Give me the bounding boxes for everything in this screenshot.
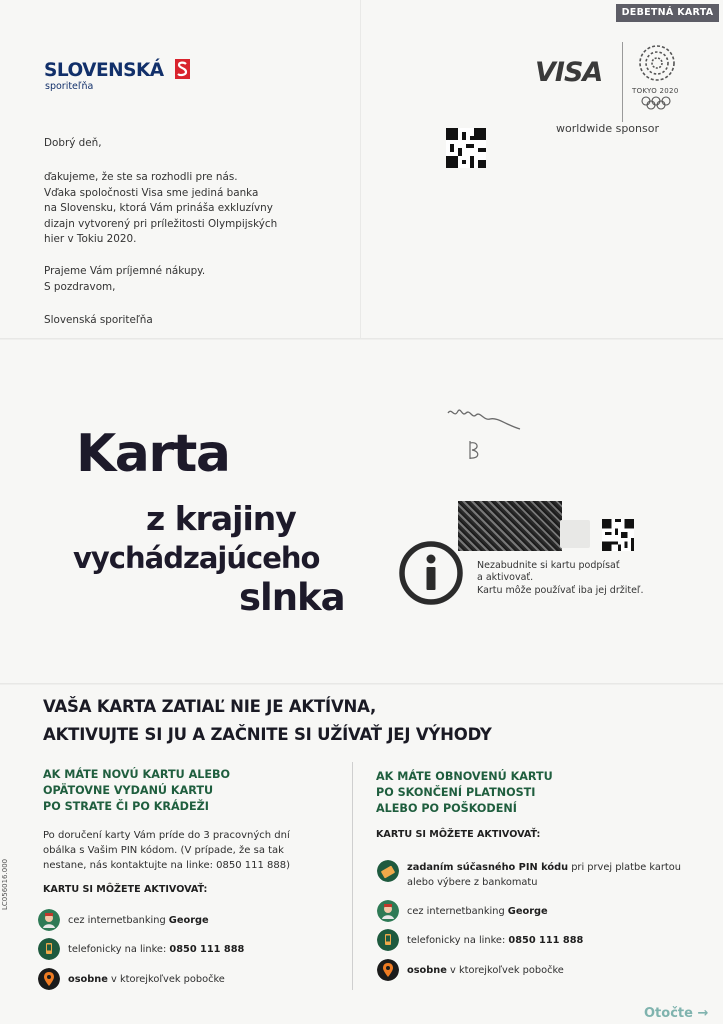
headline-line: z krajiny — [146, 499, 296, 538]
bank-logo-icon — [175, 59, 190, 79]
letter-paragraph — [44, 170, 277, 248]
letter-line: na Slovensku, ktorá Vám prináša exkluzívny — [44, 202, 273, 215]
right-activate-label: KARTU SI MÔŽETE AKTIVOVAŤ: — [376, 829, 541, 840]
heading-line: PO STRATE ČI PO KRÁDEŽI — [43, 800, 209, 813]
phone-icon — [377, 929, 399, 951]
option-pin — [377, 860, 681, 890]
activation-title: VAŠA KARTA ZATIAĽ NIE JE AKTÍVNA, — [43, 697, 377, 716]
option-text: osobne v ktorejkoľvek pobočke — [407, 964, 564, 976]
option-phone — [377, 929, 583, 951]
fold-line — [0, 683, 723, 685]
info-line: Kartu môže používať iba jej držiteľ. — [477, 584, 644, 596]
letter-line: ďakujeme, že ste sa rozhodli pre nás. — [44, 171, 238, 183]
document-code: LC056016.000 — [1, 858, 9, 910]
bank-logo-name: SLOVENSKÁ — [44, 60, 164, 81]
divider — [622, 42, 623, 122]
body-line: Po doručení karty Vám príde do 3 pracovných dní — [43, 830, 290, 841]
heading-line: AK MÁTE NOVÚ KARTU ALEBO — [43, 768, 231, 781]
tokyo-emblem-icon — [636, 42, 678, 84]
body-line: obálka s Vašim PIN kódom. (V prípade, že sa tak — [43, 845, 284, 856]
option-text: zadaním súčasného PIN kódu pri prvej platbe kartou alebo výbere z bankomatu — [407, 862, 681, 888]
letter-greeting: Dobrý deň, — [44, 137, 102, 149]
left-activate-label: KARTU SI MÔŽETE AKTIVOVAŤ: — [43, 884, 208, 895]
option-text: osobne v ktorejkoľvek pobočke — [68, 973, 225, 985]
left-column-heading — [43, 767, 230, 815]
option-text: telefonicky na linke: 0850 111 888 — [68, 943, 245, 955]
card-pin-icon — [377, 860, 399, 882]
info-icon — [398, 540, 464, 606]
heading-line: AK MÁTE OBNOVENÚ KARTU — [376, 770, 553, 783]
letter-line: S pozdravom, — [44, 280, 116, 293]
qr-code-icon — [602, 519, 634, 551]
handwritten-mark — [446, 405, 526, 465]
redacted-field — [458, 501, 562, 551]
location-pin-icon — [38, 968, 60, 990]
card-type-tag: DEBETNÁ KARTA — [616, 4, 719, 22]
headline-line: slnka — [239, 576, 345, 619]
letter-line: dizajn vytvorený pri príležitosti Olympijských — [44, 217, 278, 230]
arrow-right-icon: → — [697, 1006, 709, 1021]
option-phone — [38, 938, 244, 960]
heading-line: PO SKONČENÍ PLATNOSTI — [376, 786, 536, 799]
option-text: cez internetbanking George — [407, 905, 548, 917]
info-line: Nezabudnite si kartu podpísať — [477, 560, 620, 571]
letter-closing — [44, 264, 205, 295]
phone-icon — [38, 938, 60, 960]
card-slot — [560, 520, 590, 548]
option-text: telefonicky na linke: 0850 111 888 — [407, 934, 584, 946]
letter-line: hier v Tokiu 2020. — [44, 233, 137, 246]
location-pin-icon — [377, 959, 399, 981]
letter-line: Vďaka spoločnosti Visa sme jediná banka — [44, 186, 259, 199]
left-column-body — [43, 828, 290, 873]
george-icon — [38, 909, 60, 931]
george-icon — [377, 900, 399, 922]
headline-line: vychádzajúceho — [73, 541, 320, 575]
option-branch — [38, 968, 225, 990]
turn-over-label: Otočte — [644, 1006, 693, 1021]
body-line: nestane, nás kontaktujte na linke: 0850 111 888) — [43, 860, 291, 871]
column-divider — [352, 762, 353, 990]
tokyo-label: TOKYO 2020 — [632, 87, 679, 95]
info-text — [477, 560, 644, 597]
option-george — [377, 900, 548, 922]
olympic-rings-icon — [640, 96, 672, 110]
option-text: cez internetbanking George — [68, 914, 209, 926]
fold-line — [0, 338, 723, 340]
option-george — [38, 909, 209, 931]
letter-line: Prajeme Vám príjemné nákupy. — [44, 265, 206, 277]
letter-signature: Slovenská sporiteľňa — [44, 314, 153, 326]
qr-code-icon — [446, 128, 486, 168]
visa-logo: VISA — [535, 57, 603, 88]
heading-line: OPÄTOVNE VYDANÚ KARTU — [43, 784, 214, 797]
headline-line: Karta — [76, 424, 230, 484]
sponsor-caption: worldwide sponsor — [556, 122, 659, 135]
heading-line: ALEBO PO POŠKODENÍ — [376, 802, 517, 815]
info-line: a aktivovať. — [477, 572, 534, 584]
option-branch — [377, 959, 564, 981]
activation-title: AKTIVUJTE SI JU A ZAČNITE SI UŽÍVAŤ JEJ VÝHODY — [43, 725, 492, 744]
right-column-heading — [376, 769, 553, 817]
turn-over-hint — [644, 1006, 708, 1021]
fold-line — [360, 0, 361, 338]
bank-logo-sub: sporiteľňa — [45, 81, 94, 92]
